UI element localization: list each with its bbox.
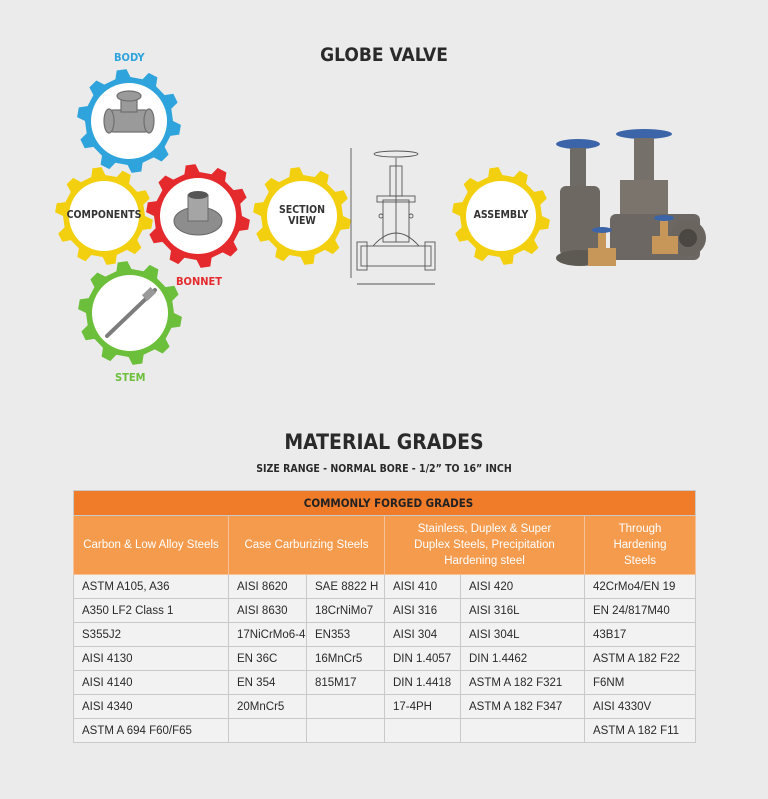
stem-gear <box>77 260 183 366</box>
table-row <box>74 575 696 599</box>
table-cell: SAE 8822 H <box>307 575 385 599</box>
table-cell: 17-4PH <box>385 695 461 719</box>
table-cell: F6NM <box>585 671 696 695</box>
table-cell: DIN 1.4418 <box>385 671 461 695</box>
table-cell: 815M17 <box>307 671 385 695</box>
table-cell: 18CrNiMo7 <box>307 599 385 623</box>
table-title: COMMONLY FORGED GRADES <box>74 491 696 516</box>
col-header-through: Through Hardening Steels <box>585 516 696 575</box>
bonnet-caption: BONNET <box>176 275 223 288</box>
section-label-2: VIEW <box>288 215 316 227</box>
table-cell: 42CrMo4/EN 19 <box>585 575 696 599</box>
table-cell: AISI 316 <box>385 599 461 623</box>
table-cell <box>461 719 585 743</box>
stem-part-icon <box>77 260 183 366</box>
table-cell: ASTM A 182 F321 <box>461 671 585 695</box>
assembly-label: ASSEMBLY <box>473 209 529 221</box>
table-cell: ASTM A 182 F347 <box>461 695 585 719</box>
bonnet-part-icon <box>145 163 251 269</box>
table-row <box>74 695 696 719</box>
material-grades-table <box>73 490 696 743</box>
table-cell: EN 354 <box>229 671 307 695</box>
table-cell <box>229 719 307 743</box>
table-cell: AISI 304 <box>385 623 461 647</box>
col-header-carbon: Carbon & Low Alloy Steels <box>74 516 229 575</box>
material-grades-title: MATERIAL GRADES <box>284 430 484 454</box>
assembly-gear <box>451 166 551 266</box>
table-row <box>74 647 696 671</box>
table-cell: AISI 304L <box>461 623 585 647</box>
valve-assembly-illustration <box>552 126 712 282</box>
table-cell: DIN 1.4462 <box>461 647 585 671</box>
table-cell: 43B17 <box>585 623 696 647</box>
table-cell: S355J2 <box>74 623 229 647</box>
table-cell: EN353 <box>307 623 385 647</box>
table-row <box>74 599 696 623</box>
table-cell: ASTM A105, A36 <box>74 575 229 599</box>
table-cell: AISI 4340 <box>74 695 229 719</box>
components-gear <box>54 166 154 266</box>
table-row <box>74 719 696 743</box>
col-header-case: Case Carburizing Steels <box>229 516 385 575</box>
bonnet-gear <box>145 163 251 269</box>
table-cell: AISI 420 <box>461 575 585 599</box>
body-caption: BODY <box>114 51 145 64</box>
section-view-gear <box>252 166 352 266</box>
table-cell: ASTM A 694 F60/F65 <box>74 719 229 743</box>
table-row <box>74 623 696 647</box>
table-cell <box>307 719 385 743</box>
col-header-stainless: Stainless, Duplex & Super Duplex Steels, Precipitation Hardening steel <box>385 516 585 575</box>
table-cell: AISI 4330V <box>585 695 696 719</box>
table-cell: EN 24/817M40 <box>585 599 696 623</box>
table-cell: AISI 8630 <box>229 599 307 623</box>
table-cell: 20MnCr5 <box>229 695 307 719</box>
table-cell: A350 LF2 Class 1 <box>74 599 229 623</box>
body-gear <box>76 68 182 174</box>
table-cell: AISI 8620 <box>229 575 307 599</box>
stem-caption: STEM <box>115 371 146 384</box>
valve-body-icon <box>76 68 182 174</box>
table-cell: ASTM A 182 F11 <box>585 719 696 743</box>
section-label-1: SECTION <box>278 204 326 216</box>
table-row <box>74 671 696 695</box>
table-cell: AISI 4140 <box>74 671 229 695</box>
table-cell <box>307 695 385 719</box>
table-cell: 16MnCr5 <box>307 647 385 671</box>
table-cell: AISI 316L <box>461 599 585 623</box>
table-cell: AISI 4130 <box>74 647 229 671</box>
size-range-text: SIZE RANGE - NORMAL BORE - 1/2” TO 16” INCH <box>256 463 512 475</box>
table-cell: EN 36C <box>229 647 307 671</box>
page-title: GLOBE VALVE <box>320 44 448 66</box>
table-cell: AISI 410 <box>385 575 461 599</box>
table-cell: 17NiCrMo6-4 <box>229 623 307 647</box>
table-cell <box>385 719 461 743</box>
table-cell: ASTM A 182 F22 <box>585 647 696 671</box>
components-label: COMPONENTS <box>66 209 142 221</box>
section-view-drawing <box>343 138 449 290</box>
table-cell: DIN 1.4057 <box>385 647 461 671</box>
